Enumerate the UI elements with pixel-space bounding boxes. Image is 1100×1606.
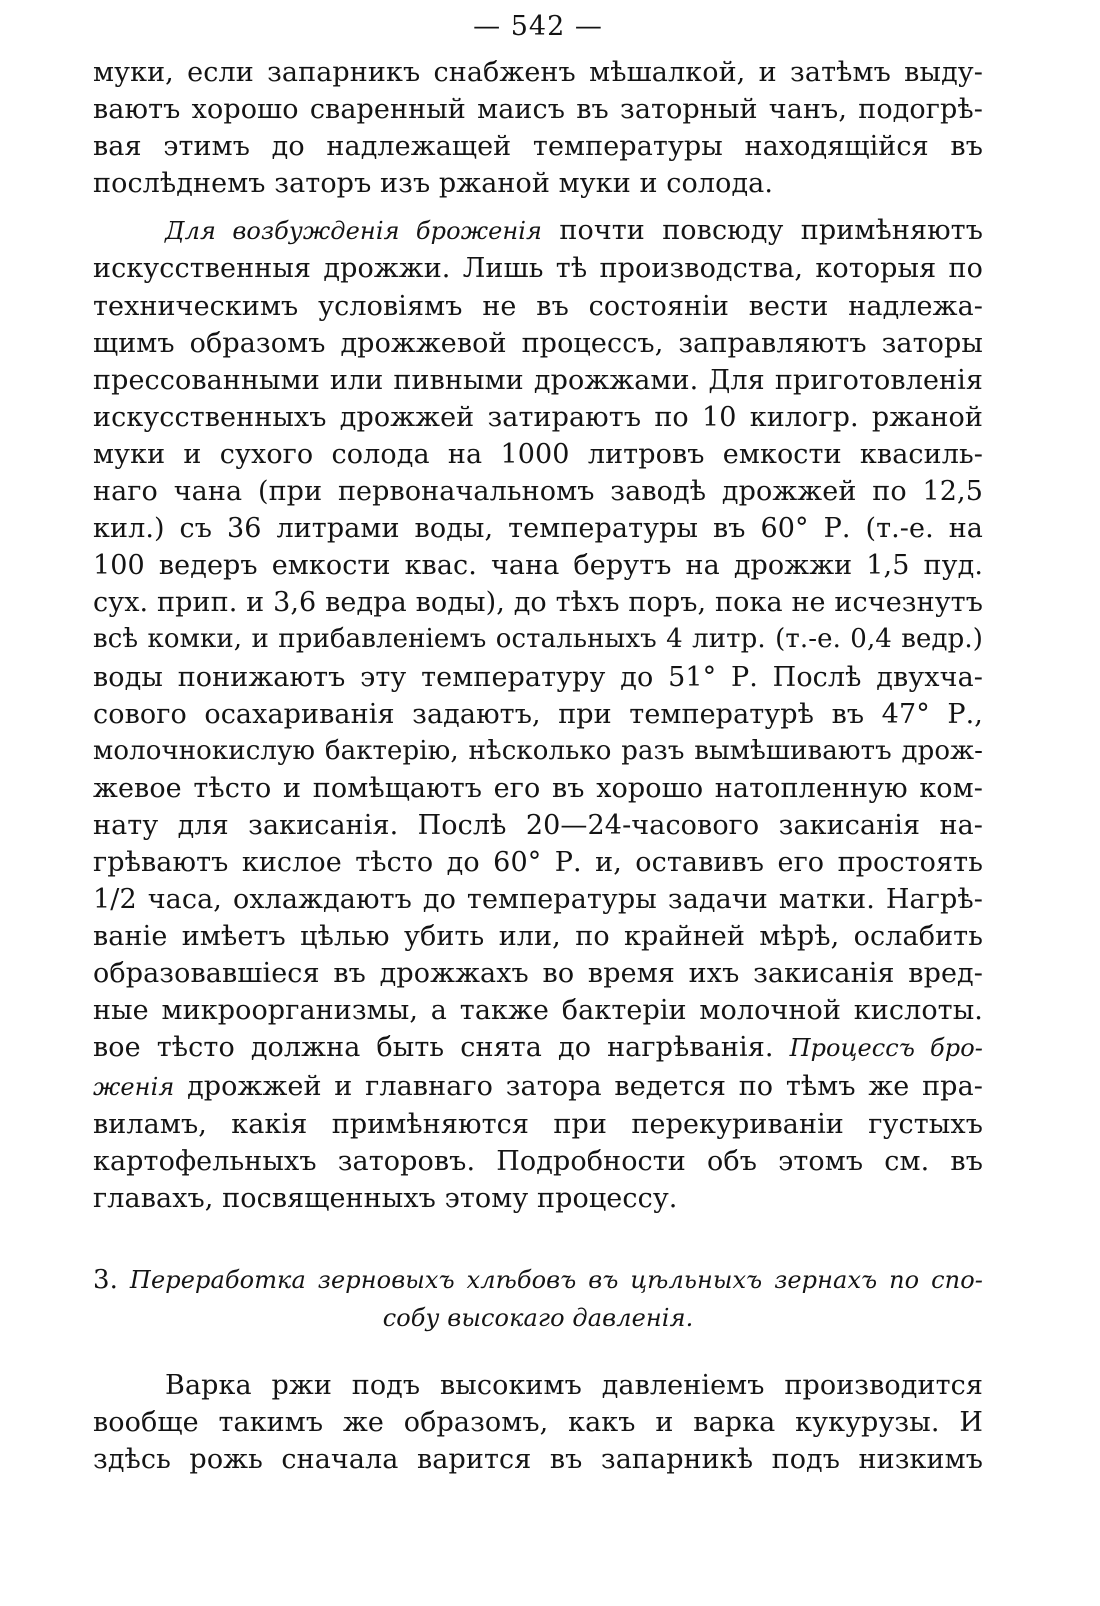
- text-line: сух. прип. и 3,6 ведра воды), до тѣхъ поръ, пока не исчезнутъ: [93, 587, 983, 619]
- text-line: искусственныхъ дрожжей затираютъ по 10 килогр. ржаной: [93, 401, 983, 433]
- paragraph-3: [93, 1367, 983, 1478]
- text-line: кил.) съ 36 литрами воды, температуры въ 60° Р. (т.-е. на: [93, 513, 983, 545]
- text-line: здѣсь рожь сначала варится въ запарникѣ подъ низкимъ: [93, 1444, 983, 1476]
- text-line: ные микроорганизмы, а также бактеріи молочной кислоты.: [93, 995, 983, 1027]
- text-line: вообще такимъ же образомъ, какъ и варка кукурузы. И: [93, 1407, 983, 1438]
- text-line: техническимъ условіямъ не въ состояніи вести надлежа-: [93, 290, 983, 322]
- text-line: нату для закисанія. Послѣ 20—24-часового закисанія на-: [93, 809, 983, 841]
- page-number: — 542 —: [473, 11, 603, 42]
- text-line: ваютъ хорошо сваренный маисъ въ заторный чанъ, подогрѣ-: [93, 94, 983, 126]
- text-line: вая этимъ до надлежащей температуры находящійся въ: [93, 131, 983, 163]
- italic-term: Для возбужденія броженія: [165, 217, 543, 246]
- text-line: жевое тѣсто и помѣщаютъ его въ хорошо натопленную ком-: [93, 772, 983, 804]
- text-line: [93, 212, 983, 250]
- text-segment: вое тѣсто должна быть снята до нагрѣванія.: [93, 1032, 790, 1064]
- italic-term: женія: [93, 1072, 175, 1101]
- section-title-part: Переработка зерновыхъ хлѣбовъ въ цѣльныхъ зернахъ по спо-: [118, 1265, 983, 1294]
- text-line: виламъ, какія примѣняются при перекуриваніи густыхъ: [93, 1108, 983, 1140]
- text-line: 100 ведеръ емкости квас. чана берутъ на дрожжи 1,5 пуд.: [93, 550, 983, 582]
- text-line: прессованными или пивными дрожжами. Для приготовленія: [93, 364, 983, 396]
- text-line: ваніе имѣетъ цѣлью убить или, по крайней мѣрѣ, ослабить: [93, 921, 983, 953]
- text-line: всѣ комки, и прибавленіемъ остальныхъ 4 литр. (т.-е. 0,4 ведр.): [93, 624, 983, 655]
- text-line: [93, 1029, 983, 1067]
- text-segment: дрожжей и главнаго затора ведется по тѣмъ же пра-: [174, 1070, 983, 1102]
- text-line: искусственныя дрожжи. Лишь тѣ производства, которыя по: [93, 253, 983, 285]
- text-line: образовавшіеся въ дрожжахъ во время ихъ закисанія вред-: [93, 958, 983, 990]
- text-line: 1/2 часа, охлаждаютъ до температуры задачи матки. Нагрѣ-: [93, 884, 983, 916]
- text-line: муки и сухого солода на 1000 литровъ емкости квасиль-: [93, 438, 983, 470]
- text-segment: почти повсюду примѣняютъ: [542, 215, 983, 247]
- paragraph-2: [93, 212, 983, 1217]
- section-heading: [93, 1261, 983, 1337]
- section-title-line: собу высокаго давленія.: [382, 1303, 694, 1332]
- text-line: главахъ, посвященныхъ этому процессу.: [93, 1182, 678, 1214]
- text-line: воды понижаютъ эту температуру до 51° Р. Послѣ двухча-: [93, 661, 983, 693]
- paragraph-1: [93, 54, 983, 202]
- text-line: [93, 1068, 983, 1106]
- text-line: послѣднемъ заторъ изъ ржаной муки и солода.: [93, 168, 774, 200]
- italic-term: Процессъ бро-: [789, 1034, 983, 1063]
- text-line: молочнокислую бактерію, нѣсколько разъ вымѣшиваютъ дрож-: [93, 735, 983, 766]
- text-line: муки, если запарникъ снабженъ мѣшалкой, и затѣмъ выду-: [93, 57, 983, 88]
- text-line: наго чана (при первоначальномъ заводѣ дрожжей по 12,5: [93, 476, 983, 508]
- text-line: сового осахариванія задаютъ, при температурѣ въ 47° Р.,: [93, 698, 983, 730]
- text-line: грѣваютъ кислое тѣсто до 60° Р. и, оставивъ его простоять: [93, 846, 983, 878]
- section-title-line: [93, 1261, 983, 1299]
- section-number: 3.: [93, 1264, 119, 1295]
- text-line: картофельныхъ заторовъ. Подробности объ этомъ см. въ: [93, 1145, 983, 1177]
- book-page: [93, 8, 983, 1598]
- text-line: Варка ржи подъ высокимъ давленіемъ производится: [165, 1369, 983, 1401]
- text-line: щимъ образомъ дрожжевой процессъ, заправляютъ заторы: [93, 327, 983, 359]
